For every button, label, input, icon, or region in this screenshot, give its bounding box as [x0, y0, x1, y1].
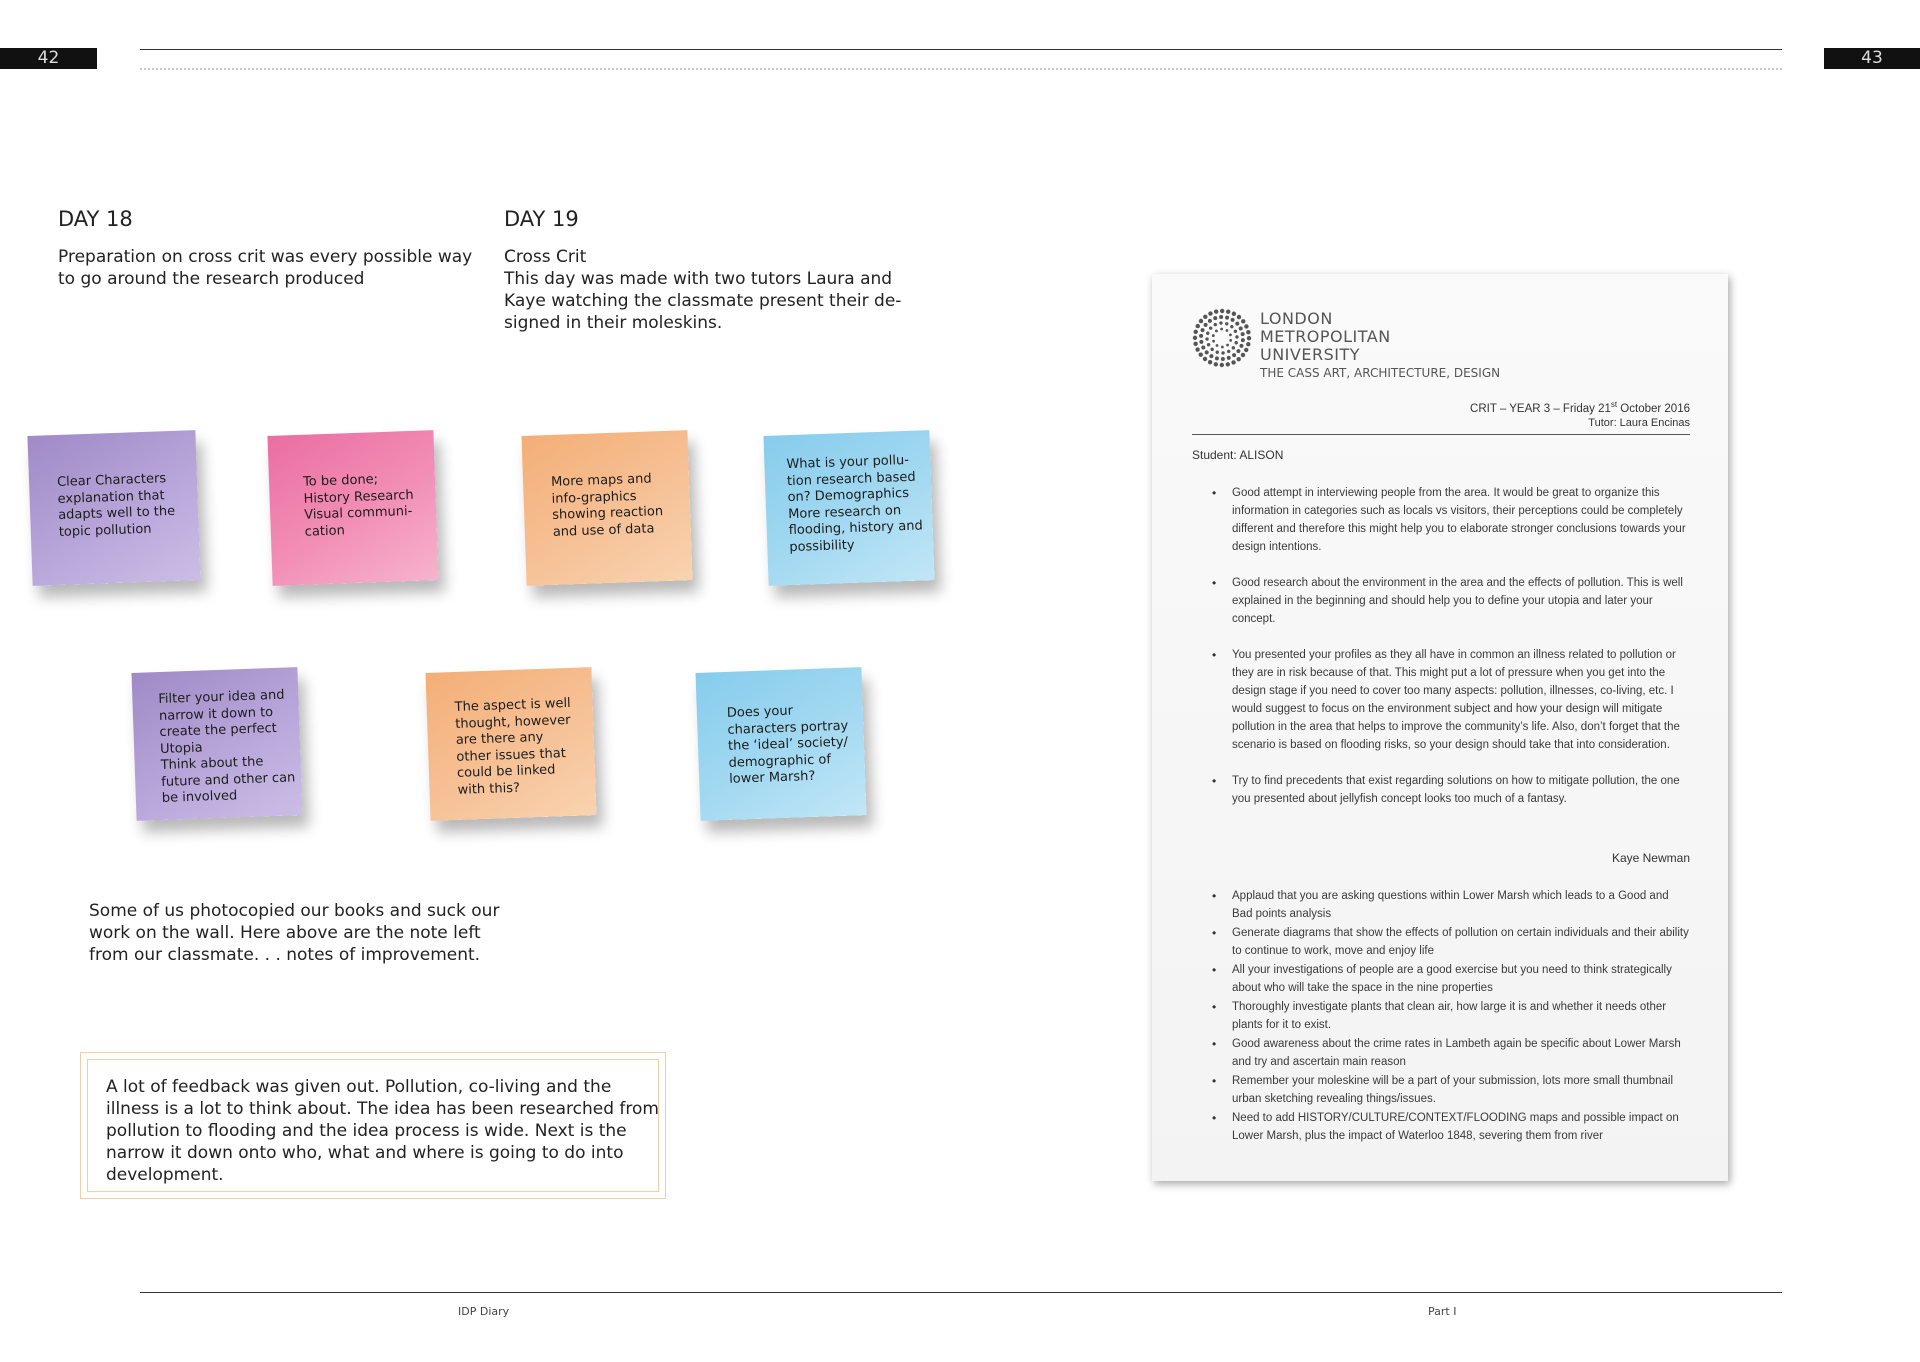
- header-rule: [140, 49, 1782, 50]
- feedback-item: • Try to find precedents that exist regarding solutions on how to mitigate pollution, the one you presented about jellyfish concept looks too much of a fantasy.: [1192, 772, 1690, 808]
- sticky-note: Clear Characters explanation that adapts well to the topic pollution: [27, 430, 200, 586]
- page-number-left: 42: [0, 48, 97, 69]
- feedback-sheet: [1152, 274, 1728, 1181]
- tutor-line: Tutor: Laura Encinas: [1588, 417, 1690, 429]
- day19-title: DAY 19: [504, 207, 579, 231]
- student-line: Student: ALISON: [1192, 448, 1284, 462]
- sticky-note: What is your pollu- tion research based on? Demographics More research on flooding, history and possibility: [763, 430, 934, 586]
- sticky-note: More maps and info-graphics showing reaction and use of data: [521, 430, 692, 586]
- summary-text: A lot of feedback was given out. Pollution, co-living and the illness is a lot to think about. The idea has been researched from pollution to flooding and the idea process is wide. Next is the narrow it down onto who, what and where is going to do into development.: [87, 1059, 659, 1192]
- feedback-item: • Good attempt in interviewing people from the area. It would be great to organize this information in categories such as locals vs visitors, their perceptions could be completely different and therefore this might help you to elaborate stronger conclusions towards your design intentions.: [1192, 484, 1690, 556]
- footer-right-label: Part I: [1428, 1305, 1457, 1318]
- feedback-item: • Good awareness about the crime rates in Lambeth again be specific about Lower Marsh and try and ascertain main reason: [1192, 1035, 1690, 1071]
- header-dotted-rule: [140, 68, 1782, 70]
- second-tutor-feedback-list: [1192, 887, 1690, 1146]
- feedback-item: • Need to add HISTORY/CULTURE/CONTEXT/FLOODING maps and possible impact on Lower Marsh, plus the impact of Waterloo 1848, severing them from river: [1192, 1109, 1690, 1145]
- feedback-item: • You presented your profiles as they all have in common an illness related to pollution or they are in risk because of that. This might put a lot of pressure when you get into the design stage if you need to cover too many aspects: pollution, illnesses, co-living, etc. I would suggest to focus on the environment subject and how your design will mitigate pollution in the area that helps to improve the community’s life. Also, don’t forget that the scenario is based on flooding risks, so your design should take that into consideration.: [1192, 646, 1690, 754]
- feedback-item: • Generate diagrams that show the effects of pollution on certain individuals and their ability to continue to work, move and enjoy life: [1192, 924, 1690, 960]
- university-name: LONDON METROPOLITAN UNIVERSITY: [1260, 309, 1391, 364]
- page-number-right: 43: [1824, 48, 1920, 69]
- feedback-item: • Remember your moleskine will be a part of your submission, lots more small thumbnail urban sketching revealing things/issues.: [1192, 1072, 1690, 1108]
- day19-text: Cross Crit This day was made with two tutors Laura and Kaye watching the classmate present their de- signed in their moleskins.: [504, 247, 902, 333]
- footer-rule: [140, 1292, 1782, 1293]
- dotted-circle-logo-icon: [1192, 308, 1252, 368]
- second-tutor-name: Kaye Newman: [1611, 851, 1690, 865]
- feedback-item: • Good research about the environment in the area and the effects of pollution. This is well explained in the beginning and should help you to define your utopia and later your concept.: [1192, 574, 1690, 628]
- sheet-rule: [1192, 434, 1690, 435]
- sticky-note: The aspect is well thought, however are there any other issues that could be linked with this?: [425, 667, 596, 821]
- day18-text: Preparation on cross crit was every possible way to go around the research produced: [58, 247, 473, 289]
- feedback-item: • Thoroughly investigate plants that clean air, how large it is and whether it needs other plants for it to exist.: [1192, 998, 1690, 1034]
- tutor-feedback-list: [1192, 484, 1690, 826]
- feedback-item: • All your investigations of people are a good exercise but you need to think strategically about who will take the space in the nine properties: [1192, 961, 1690, 997]
- day18-title: DAY 18: [58, 207, 133, 231]
- photocopy-paragraph: Some of us photocopied our books and suck our work on the wall. Here above are the note left from our classmate. . . notes of improvement.: [89, 901, 500, 965]
- school-name: THE CASS ART, ARCHITECTURE, DESIGN: [1260, 366, 1501, 380]
- sticky-note: Does your characters portray the ‘ideal’ society/ demographic of lower Marsh?: [695, 667, 866, 821]
- footer-left-label: IDP Diary: [458, 1305, 510, 1318]
- crit-date-line: CRIT – YEAR 3 – Friday 21st October 2016: [1470, 400, 1690, 415]
- sticky-note: Filter your idea and narrow it down to create the perfect Utopia Think about the future and other can be involved: [131, 667, 302, 821]
- sticky-note: To be done; History Research Visual communi- cation: [267, 430, 438, 586]
- feedback-item: • Applaud that you are asking questions within Lower Marsh which leads to a Good and Bad points analysis: [1192, 887, 1690, 923]
- summary-box: [80, 1052, 666, 1199]
